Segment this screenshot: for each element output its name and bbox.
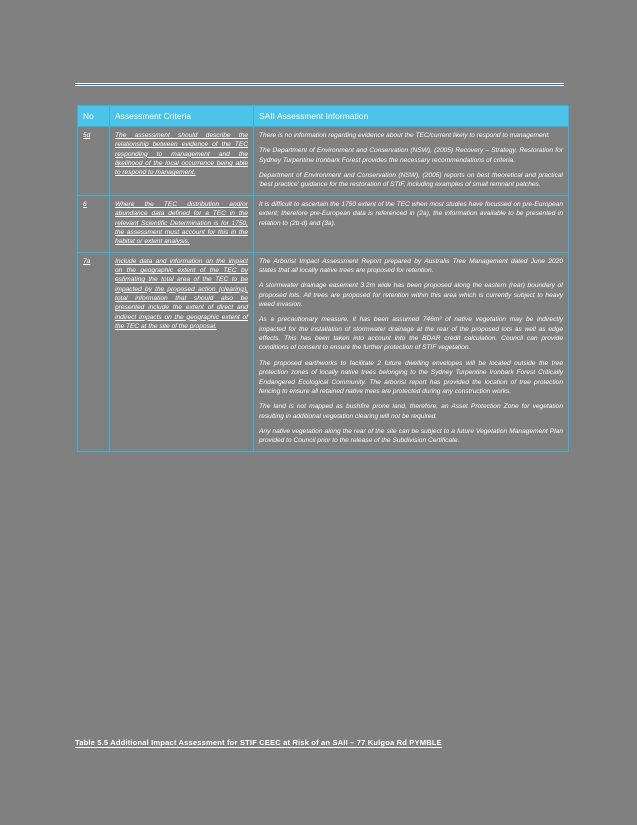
information-paragraph: Any native vegetation along the rear of the site can be subject to a future Vegetation Management Plan provided to Council prior to the release of the Subdivision Certificate.	[259, 427, 563, 445]
criteria-paragraph: Include data and information on the impact on the geographic extent of the TEC by estimating the total area of the TEC to be impacted by the proposed action (clearing), total information that should also be presented include the extent of direct and indirect impacts on the geographic extent of the TEC at the site of the proposal.	[115, 257, 248, 331]
assessment-table-container	[77, 105, 568, 452]
assessment-table	[77, 105, 569, 452]
information-paragraph: A stormwater drainage easement 3.2m wide has been proposed along the eastern (rear) boundary of proposed lots. All trees are proposed for retention within this area which is currently subject to heavy weed invasion.	[259, 282, 563, 309]
table-header-row	[78, 106, 569, 127]
row-number: 5d	[83, 132, 91, 139]
information-paragraph: The land is not mapped as bushfire prone land, therefore, an Asset Protection Zone for vegetation resulting in additional vegetation clearing will not be required.	[259, 403, 563, 420]
column-header-saii-assessment-information: SAII Assessment Information	[254, 106, 569, 127]
row-number: 6	[83, 200, 87, 208]
header-rule	[75, 83, 564, 86]
information-paragraph: Department of Environment and Conservation (NSW), (2005) reports on best theoretical and practical 'best practice' guidance for the restoration of STIF, including examples of small remnant patches.	[259, 172, 563, 189]
cell-saii-assessment-information	[254, 127, 569, 196]
column-header-assessment-criteria: Assessment Criteria	[110, 106, 254, 127]
table-row	[78, 252, 569, 451]
criteria-paragraph: Where the TEC distribution and/or abundance data defined for a TEC in the relevant Scientific Determination is for 1750, the assessment must account for this in the habitat or extent analysis.	[115, 200, 248, 246]
table-caption: Table 5.5 Additional Impact Assessment for STIF CEEC at Risk of an SAII – 77 Kulgoa Rd PYMBLE	[75, 738, 442, 747]
row-number: 7a	[83, 257, 91, 265]
table-row	[78, 127, 569, 196]
information-paragraph: The Arborist Impact Assessment Report prepared by Australis Tree Management dated June 2020 states that all locally native trees are proposed for retention.	[259, 257, 563, 274]
cell-saii-assessment-information	[254, 252, 569, 451]
cell-assessment-criteria	[110, 127, 254, 196]
table-row	[78, 195, 569, 252]
information-paragraph: The Department of Environment and Conservation (NSW), (2005) Recovery – Strategy, Restoration for Sydney Turpentine Ironbark Forest provides the necessary recommendations of criteria.	[259, 147, 563, 164]
table-header	[78, 106, 569, 127]
column-header-no: No	[78, 106, 110, 127]
cell-saii-assessment-information	[254, 195, 569, 252]
information-paragraph: As a precautionary measure, it has been assumed 746m² of native vegetation may be indirectly impacted for the installation of stormwater drainage at the rear of the proposed lots as well as edge effects. This has been taken into account into the BDAR credit calculation. Council can provide conditions of consent to ensure the further protection of STIF vegetation.	[259, 316, 563, 352]
information-paragraph: There is no information regarding evidence about the TEC/current likely to respond to management.	[259, 132, 551, 139]
information-paragraph: It is difficult to ascertain the 1750 extent of the TEC when most studies have focussed on pre-European extent; therefore pre-European data is referenced in (2a), the information available to be presented in relation to (2b-d) and (3a).	[259, 200, 563, 227]
cell-assessment-criteria	[110, 195, 254, 252]
table-body	[78, 127, 569, 452]
cell-assessment-criteria	[110, 252, 254, 451]
cell-no	[78, 195, 110, 252]
cell-no	[78, 252, 110, 451]
cell-no	[78, 127, 110, 196]
information-paragraph: The proposed earthworks to facilitate 2 future dwelling envelopes will be located outside the tree protection zones of locally native trees belonging to the Sydney Turpentine Ironbark Forest Critically Endangered Ecological Community. The arborist report has provided the location of tree protection fencing to ensure all retained native trees are protected during any construction works.	[259, 359, 563, 395]
criteria-paragraph: The assessment should describe the relationship between evidence of the TEC responding to management and the likelihood of the local occurrence being able to respond to management.	[115, 132, 248, 177]
